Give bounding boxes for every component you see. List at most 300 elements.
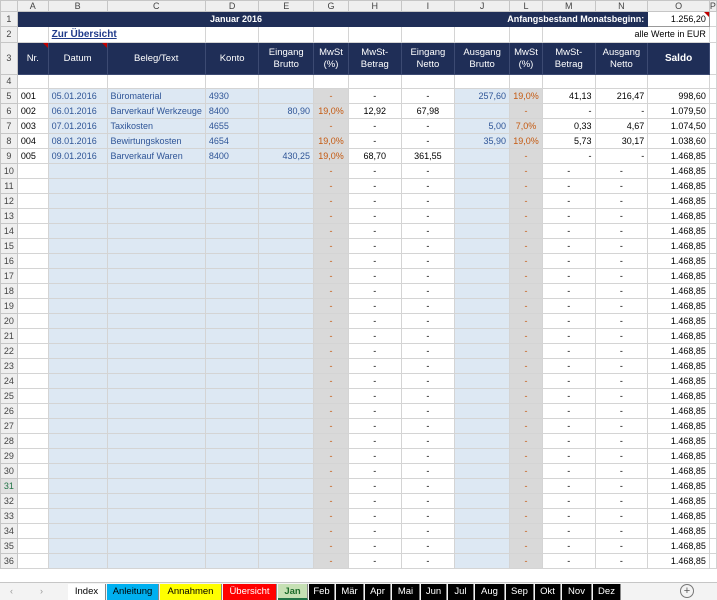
cell-eingang-brutto[interactable]: 430,25	[259, 149, 314, 164]
cell-ausgang-netto[interactable]: -	[595, 494, 648, 509]
cell-ausgang-brutto[interactable]	[455, 224, 510, 239]
cell-nr[interactable]	[17, 254, 48, 269]
cell-mwst-in[interactable]: -	[314, 464, 349, 479]
cell-mwst-betrag-in[interactable]: -	[348, 89, 401, 104]
cell-nr[interactable]	[17, 284, 48, 299]
cell-nr[interactable]: 003	[17, 119, 48, 134]
cell-konto[interactable]	[205, 554, 258, 569]
cell-mwst-betrag-in[interactable]: -	[348, 194, 401, 209]
cell-eingang-netto[interactable]: -	[401, 89, 455, 104]
row-header[interactable]: 2	[1, 27, 18, 43]
row-header[interactable]: 9	[1, 149, 18, 164]
cell-mwst-betrag-in[interactable]: -	[348, 524, 401, 539]
cell-mwst-betrag-in[interactable]: -	[348, 179, 401, 194]
cell-eingang-brutto[interactable]	[259, 389, 314, 404]
cell-mwst-betrag-in[interactable]: -	[348, 299, 401, 314]
cell-mwst-betrag-in[interactable]: -	[348, 119, 401, 134]
cell-eingang-netto[interactable]: -	[401, 524, 455, 539]
cell-mwst-betrag-out[interactable]: -	[542, 464, 595, 479]
row-header[interactable]: 32	[1, 494, 18, 509]
cell-datum[interactable]	[48, 209, 107, 224]
cell-eingang-netto[interactable]: -	[401, 449, 455, 464]
row-header[interactable]: 30	[1, 464, 18, 479]
cell-mwst-out[interactable]: -	[509, 329, 542, 344]
cell-beleg[interactable]: Bewirtungskosten	[107, 134, 205, 149]
cell-mwst-in[interactable]: -	[314, 269, 349, 284]
cell-mwst-betrag-out[interactable]: -	[542, 104, 595, 119]
cell-nr[interactable]	[17, 239, 48, 254]
cell-mwst-betrag-in[interactable]: -	[348, 539, 401, 554]
cell-ausgang-brutto[interactable]	[455, 149, 510, 164]
cell-mwst-in[interactable]: -	[314, 404, 349, 419]
cell-mwst-betrag-out[interactable]: -	[542, 419, 595, 434]
cell-saldo[interactable]: 1.468,85	[648, 539, 710, 554]
cell-ausgang-brutto[interactable]	[455, 269, 510, 284]
cell-eingang-netto[interactable]: -	[401, 134, 455, 149]
cell-ausgang-brutto[interactable]	[455, 464, 510, 479]
cell-konto[interactable]	[205, 464, 258, 479]
cell-ausgang-brutto[interactable]	[455, 479, 510, 494]
cell-eingang-netto[interactable]: -	[401, 164, 455, 179]
cell-ausgang-netto[interactable]: -	[595, 554, 648, 569]
cell-mwst-betrag-in[interactable]: -	[348, 419, 401, 434]
cell-konto[interactable]	[205, 329, 258, 344]
cell-ausgang-netto[interactable]: -	[595, 164, 648, 179]
cell-ausgang-netto[interactable]: 4,67	[595, 119, 648, 134]
cell-beleg[interactable]	[107, 449, 205, 464]
cell-datum[interactable]	[48, 554, 107, 569]
cell-ausgang-netto[interactable]: -	[595, 524, 648, 539]
cell-ausgang-brutto[interactable]	[455, 344, 510, 359]
cell-mwst-betrag-out[interactable]: -	[542, 554, 595, 569]
cell-eingang-netto[interactable]: -	[401, 194, 455, 209]
cell-mwst-in[interactable]: -	[314, 389, 349, 404]
cell-mwst-in[interactable]: -	[314, 344, 349, 359]
cell-mwst-in[interactable]: -	[314, 119, 349, 134]
cell-eingang-brutto[interactable]	[259, 464, 314, 479]
cell-beleg[interactable]	[107, 359, 205, 374]
cell-mwst-out[interactable]: -	[509, 239, 542, 254]
cell-datum[interactable]	[48, 224, 107, 239]
column-header-i[interactable]: I	[401, 1, 455, 12]
cell-konto[interactable]	[205, 284, 258, 299]
cell-mwst-in[interactable]: -	[314, 179, 349, 194]
cell-mwst-betrag-out[interactable]: -	[542, 209, 595, 224]
cell-mwst-betrag-out[interactable]: -	[542, 164, 595, 179]
cell-mwst-out[interactable]: -	[509, 254, 542, 269]
cell-mwst-betrag-in[interactable]: -	[348, 314, 401, 329]
cell-saldo[interactable]: 1.468,85	[648, 434, 710, 449]
cell-konto[interactable]: 8400	[205, 104, 258, 119]
cell-eingang-brutto[interactable]	[259, 524, 314, 539]
cell-mwst-in[interactable]: -	[314, 434, 349, 449]
cell-beleg[interactable]	[107, 269, 205, 284]
row-header[interactable]: 33	[1, 509, 18, 524]
cell-datum[interactable]	[48, 344, 107, 359]
cell-beleg[interactable]: Büromaterial	[107, 89, 205, 104]
cell-mwst-out[interactable]: -	[509, 284, 542, 299]
cell-mwst-betrag-out[interactable]: -	[542, 314, 595, 329]
cell-ausgang-brutto[interactable]	[455, 284, 510, 299]
cell-nr[interactable]	[17, 344, 48, 359]
cell-saldo[interactable]: 1.468,85	[648, 554, 710, 569]
cell-datum[interactable]	[48, 389, 107, 404]
cell-ausgang-brutto[interactable]	[455, 449, 510, 464]
cell-eingang-netto[interactable]: -	[401, 329, 455, 344]
cell-eingang-netto[interactable]: -	[401, 359, 455, 374]
cell-konto[interactable]: 8400	[205, 149, 258, 164]
cell-beleg[interactable]	[107, 209, 205, 224]
cell-eingang-brutto[interactable]	[259, 554, 314, 569]
cell-mwst-out[interactable]: -	[509, 539, 542, 554]
cell-eingang-brutto[interactable]	[259, 119, 314, 134]
cell-ausgang-netto[interactable]: -	[595, 179, 648, 194]
cell-mwst-out[interactable]: -	[509, 164, 542, 179]
cell-eingang-brutto[interactable]	[259, 374, 314, 389]
cell-beleg[interactable]: Barverkauf Werkzeuge	[107, 104, 205, 119]
cell-ausgang-netto[interactable]: -	[595, 434, 648, 449]
column-header-c[interactable]: C	[107, 1, 205, 12]
cell-saldo[interactable]: 998,60	[648, 89, 710, 104]
cell-mwst-out[interactable]: -	[509, 374, 542, 389]
row-header[interactable]: 36	[1, 554, 18, 569]
cell-eingang-brutto[interactable]	[259, 164, 314, 179]
cell-eingang-netto[interactable]: 67,98	[401, 104, 455, 119]
row-header[interactable]: 28	[1, 434, 18, 449]
cell-ausgang-netto[interactable]: -	[595, 284, 648, 299]
cell-eingang-brutto[interactable]	[259, 269, 314, 284]
cell-eingang-netto[interactable]: -	[401, 224, 455, 239]
cell-ausgang-netto[interactable]: -	[595, 359, 648, 374]
cell-eingang-netto[interactable]: -	[401, 404, 455, 419]
cell-beleg[interactable]	[107, 389, 205, 404]
cell-eingang-netto[interactable]: -	[401, 374, 455, 389]
cell-mwst-in[interactable]: -	[314, 524, 349, 539]
cell-beleg[interactable]	[107, 179, 205, 194]
cell-beleg[interactable]	[107, 464, 205, 479]
cell-eingang-brutto[interactable]	[259, 254, 314, 269]
sheet-tab-annahmen[interactable]: Annahmen	[160, 584, 222, 600]
cell-konto[interactable]	[205, 539, 258, 554]
cell-konto[interactable]	[205, 494, 258, 509]
cell-mwst-betrag-out[interactable]: -	[542, 194, 595, 209]
cell-ausgang-netto[interactable]: -	[595, 464, 648, 479]
cell-beleg[interactable]	[107, 554, 205, 569]
cell-mwst-betrag-in[interactable]: -	[348, 479, 401, 494]
cell-nr[interactable]: 002	[17, 104, 48, 119]
cell-saldo[interactable]: 1.468,85	[648, 209, 710, 224]
sheet-tab-okt[interactable]: Okt	[535, 584, 561, 600]
cell-ausgang-brutto[interactable]	[455, 494, 510, 509]
cell-mwst-out[interactable]: 19,0%	[509, 134, 542, 149]
cell-nr[interactable]	[17, 524, 48, 539]
cell-nr[interactable]	[17, 179, 48, 194]
cell-mwst-betrag-in[interactable]: -	[348, 404, 401, 419]
cell-beleg[interactable]	[107, 239, 205, 254]
cell-mwst-betrag-out[interactable]: -	[542, 539, 595, 554]
sheet-tab-dez[interactable]: Dez	[593, 584, 621, 600]
cell-ausgang-brutto[interactable]	[455, 509, 510, 524]
cell-beleg[interactable]	[107, 314, 205, 329]
cell-datum[interactable]	[48, 404, 107, 419]
cell-eingang-netto[interactable]: -	[401, 239, 455, 254]
cell-mwst-betrag-in[interactable]: -	[348, 269, 401, 284]
column-header-e[interactable]: E	[259, 1, 314, 12]
cell-datum[interactable]	[48, 374, 107, 389]
cell-mwst-betrag-out[interactable]: -	[542, 479, 595, 494]
cell-eingang-brutto[interactable]	[259, 194, 314, 209]
cell-datum[interactable]	[48, 419, 107, 434]
cell-ausgang-netto[interactable]: -	[595, 404, 648, 419]
cell-eingang-brutto[interactable]	[259, 314, 314, 329]
cell-datum[interactable]	[48, 329, 107, 344]
cell-datum[interactable]	[48, 284, 107, 299]
cell-mwst-out[interactable]: -	[509, 209, 542, 224]
cell-saldo[interactable]: 1.074,50	[648, 119, 710, 134]
column-header-h[interactable]: H	[348, 1, 401, 12]
cell-nr[interactable]	[17, 554, 48, 569]
cell-mwst-betrag-out[interactable]: -	[542, 239, 595, 254]
cell-mwst-in[interactable]: -	[314, 449, 349, 464]
cell-mwst-betrag-out[interactable]: -	[542, 284, 595, 299]
cell-beleg[interactable]	[107, 344, 205, 359]
cell-nr[interactable]	[17, 434, 48, 449]
cell-mwst-betrag-out[interactable]: -	[542, 359, 595, 374]
cell-eingang-netto[interactable]: -	[401, 254, 455, 269]
cell-mwst-in[interactable]: 19,0%	[314, 149, 349, 164]
cell-eingang-netto[interactable]: -	[401, 494, 455, 509]
cell-mwst-betrag-in[interactable]: -	[348, 494, 401, 509]
cell-eingang-netto[interactable]: 361,55	[401, 149, 455, 164]
cell-mwst-betrag-out[interactable]: -	[542, 329, 595, 344]
cell-nr[interactable]	[17, 329, 48, 344]
column-header-n[interactable]: N	[595, 1, 648, 12]
sheet-tab-mai[interactable]: Mai	[392, 584, 420, 600]
row-header[interactable]: 17	[1, 269, 18, 284]
row-header[interactable]: 29	[1, 449, 18, 464]
cell-ausgang-brutto[interactable]	[455, 389, 510, 404]
cell-mwst-out[interactable]: -	[509, 389, 542, 404]
cell-mwst-out[interactable]: -	[509, 224, 542, 239]
cell-mwst-betrag-out[interactable]: -	[542, 509, 595, 524]
sheet-tab-anleitung[interactable]: Anleitung	[107, 584, 159, 600]
cell-mwst-out[interactable]: -	[509, 419, 542, 434]
cell-ausgang-brutto[interactable]	[455, 194, 510, 209]
cell-mwst-out[interactable]: -	[509, 344, 542, 359]
cell-mwst-in[interactable]: -	[314, 494, 349, 509]
cell-mwst-out[interactable]: -	[509, 104, 542, 119]
cell-eingang-netto[interactable]: -	[401, 344, 455, 359]
cell-datum[interactable]: 07.01.2016	[48, 119, 107, 134]
cell-eingang-brutto[interactable]	[259, 134, 314, 149]
cell-konto[interactable]	[205, 194, 258, 209]
cell-eingang-brutto[interactable]	[259, 224, 314, 239]
column-header-l[interactable]: L	[509, 1, 542, 12]
cell-beleg[interactable]	[107, 164, 205, 179]
cell-mwst-in[interactable]: -	[314, 539, 349, 554]
row-header[interactable]: 18	[1, 284, 18, 299]
cell-mwst-out[interactable]: -	[509, 194, 542, 209]
cell-ausgang-netto[interactable]: -	[595, 419, 648, 434]
sheet-tab-apr[interactable]: Apr	[365, 584, 391, 600]
cell-datum[interactable]	[48, 359, 107, 374]
select-all-corner[interactable]	[1, 1, 18, 12]
column-header-p[interactable]: P	[709, 1, 716, 11]
cell-saldo[interactable]: 1.468,85	[648, 359, 710, 374]
cell-eingang-brutto[interactable]	[259, 419, 314, 434]
cell-mwst-betrag-out[interactable]: -	[542, 179, 595, 194]
cell-mwst-in[interactable]: 19,0%	[314, 134, 349, 149]
cell-eingang-brutto[interactable]	[259, 89, 314, 104]
cell-mwst-out[interactable]: -	[509, 149, 542, 164]
cell-mwst-out[interactable]: -	[509, 359, 542, 374]
cell-mwst-out[interactable]: -	[509, 494, 542, 509]
cell-datum[interactable]	[48, 194, 107, 209]
row-header[interactable]: 10	[1, 164, 18, 179]
row-header[interactable]: 25	[1, 389, 18, 404]
cell-eingang-brutto[interactable]	[259, 434, 314, 449]
cell-mwst-betrag-in[interactable]: -	[348, 554, 401, 569]
cell-mwst-betrag-out[interactable]: 41,13	[542, 89, 595, 104]
cell-ausgang-brutto[interactable]: 5,00	[455, 119, 510, 134]
cell-saldo[interactable]: 1.038,60	[648, 134, 710, 149]
cell-mwst-out[interactable]: -	[509, 479, 542, 494]
cell-ausgang-brutto[interactable]	[455, 554, 510, 569]
cell-datum[interactable]	[48, 434, 107, 449]
cell-beleg[interactable]	[107, 194, 205, 209]
cell-nr[interactable]	[17, 419, 48, 434]
cell-saldo[interactable]: 1.468,85	[648, 404, 710, 419]
row-header[interactable]: 24	[1, 374, 18, 389]
cell-ausgang-netto[interactable]: -	[595, 269, 648, 284]
cell-datum[interactable]	[48, 539, 107, 554]
cell-mwst-betrag-out[interactable]: -	[542, 299, 595, 314]
cell-datum[interactable]: 06.01.2016	[48, 104, 107, 119]
cell-eingang-netto[interactable]: -	[401, 299, 455, 314]
cell-eingang-brutto[interactable]	[259, 509, 314, 524]
cell-mwst-betrag-out[interactable]: -	[542, 404, 595, 419]
cell-datum[interactable]	[48, 449, 107, 464]
cell-mwst-betrag-in[interactable]: -	[348, 344, 401, 359]
cell-eingang-brutto[interactable]	[259, 284, 314, 299]
cell-ausgang-netto[interactable]: -	[595, 539, 648, 554]
cell-datum[interactable]	[48, 509, 107, 524]
cell-eingang-netto[interactable]: -	[401, 434, 455, 449]
cell-mwst-betrag-in[interactable]: -	[348, 209, 401, 224]
row-header[interactable]: 3	[1, 43, 18, 75]
cell-mwst-betrag-in[interactable]: -	[348, 329, 401, 344]
row-header[interactable]: 7	[1, 119, 18, 134]
cell-saldo[interactable]: 1.468,85	[648, 419, 710, 434]
cell-konto[interactable]	[205, 419, 258, 434]
cell-mwst-betrag-out[interactable]: -	[542, 434, 595, 449]
row-header[interactable]: 31	[1, 479, 18, 494]
cell-ausgang-netto[interactable]: -	[595, 329, 648, 344]
row-header[interactable]: 6	[1, 104, 18, 119]
cell-mwst-betrag-out[interactable]: -	[542, 524, 595, 539]
cell-konto[interactable]	[205, 434, 258, 449]
row-header[interactable]: 8	[1, 134, 18, 149]
cell-eingang-brutto[interactable]	[259, 449, 314, 464]
cell-eingang-brutto[interactable]	[259, 404, 314, 419]
cell-datum[interactable]	[48, 464, 107, 479]
cell-ausgang-brutto[interactable]	[455, 434, 510, 449]
sheet-tab-feb[interactable]: Feb	[309, 584, 335, 600]
cell-ausgang-brutto[interactable]	[455, 404, 510, 419]
row-header[interactable]: 16	[1, 254, 18, 269]
cell-mwst-betrag-out[interactable]: -	[542, 374, 595, 389]
row-header[interactable]: 22	[1, 344, 18, 359]
cell-nr[interactable]	[17, 509, 48, 524]
row-header[interactable]: 12	[1, 194, 18, 209]
cell-konto[interactable]: 4654	[205, 134, 258, 149]
cell-mwst-out[interactable]: -	[509, 404, 542, 419]
cell-mwst-betrag-in[interactable]: -	[348, 464, 401, 479]
column-header-g[interactable]: G	[314, 1, 349, 12]
cell-mwst-in[interactable]: -	[314, 554, 349, 569]
row-header[interactable]: 20	[1, 314, 18, 329]
cell-nr[interactable]	[17, 494, 48, 509]
cell-eingang-brutto[interactable]	[259, 479, 314, 494]
sheet-tab-nov[interactable]: Nov	[562, 584, 592, 600]
cell-mwst-in[interactable]: -	[314, 419, 349, 434]
cell-saldo[interactable]: 1.468,85	[648, 374, 710, 389]
cell-datum[interactable]	[48, 239, 107, 254]
cell-mwst-in[interactable]: -	[314, 314, 349, 329]
cell-konto[interactable]	[205, 239, 258, 254]
cell-nr[interactable]	[17, 539, 48, 554]
cell-mwst-betrag-in[interactable]: -	[348, 134, 401, 149]
cell-nr[interactable]	[17, 479, 48, 494]
cell-datum[interactable]: 05.01.2016	[48, 89, 107, 104]
row-header[interactable]: 1	[1, 12, 18, 27]
cell-mwst-out[interactable]: 19,0%	[509, 89, 542, 104]
cell-datum[interactable]	[48, 269, 107, 284]
cell-konto[interactable]	[205, 254, 258, 269]
cell-mwst-betrag-in[interactable]: -	[348, 164, 401, 179]
cell-eingang-netto[interactable]: -	[401, 389, 455, 404]
cell-mwst-out[interactable]: -	[509, 269, 542, 284]
cell-saldo[interactable]: 1.468,85	[648, 314, 710, 329]
cell-mwst-in[interactable]: -	[314, 224, 349, 239]
sheet-tab-index[interactable]: Index	[68, 584, 106, 600]
row-header[interactable]: 21	[1, 329, 18, 344]
column-header-m[interactable]: M	[542, 1, 595, 12]
cell-ausgang-brutto[interactable]	[455, 164, 510, 179]
cell-ausgang-netto[interactable]: 216,47	[595, 89, 648, 104]
cell-konto[interactable]	[205, 314, 258, 329]
cell-mwst-betrag-in[interactable]: -	[348, 359, 401, 374]
cell-mwst-out[interactable]: -	[509, 464, 542, 479]
cell-datum[interactable]	[48, 524, 107, 539]
cell-mwst-betrag-in[interactable]: -	[348, 254, 401, 269]
row-header[interactable]: 34	[1, 524, 18, 539]
cell-konto[interactable]	[205, 344, 258, 359]
cell-mwst-in[interactable]: -	[314, 164, 349, 179]
cell-beleg[interactable]	[107, 329, 205, 344]
cell-saldo[interactable]: 1.468,85	[648, 494, 710, 509]
column-header-a[interactable]: A	[17, 1, 48, 12]
cell-ausgang-netto[interactable]: -	[595, 194, 648, 209]
cell-ausgang-netto[interactable]: -	[595, 239, 648, 254]
cell-eingang-netto[interactable]: -	[401, 464, 455, 479]
cell-beleg[interactable]	[107, 284, 205, 299]
cell-saldo[interactable]: 1.468,85	[648, 389, 710, 404]
cell-nr[interactable]	[17, 389, 48, 404]
cell-mwst-betrag-out[interactable]: -	[542, 149, 595, 164]
cell-konto[interactable]	[205, 164, 258, 179]
cell-datum[interactable]	[48, 164, 107, 179]
